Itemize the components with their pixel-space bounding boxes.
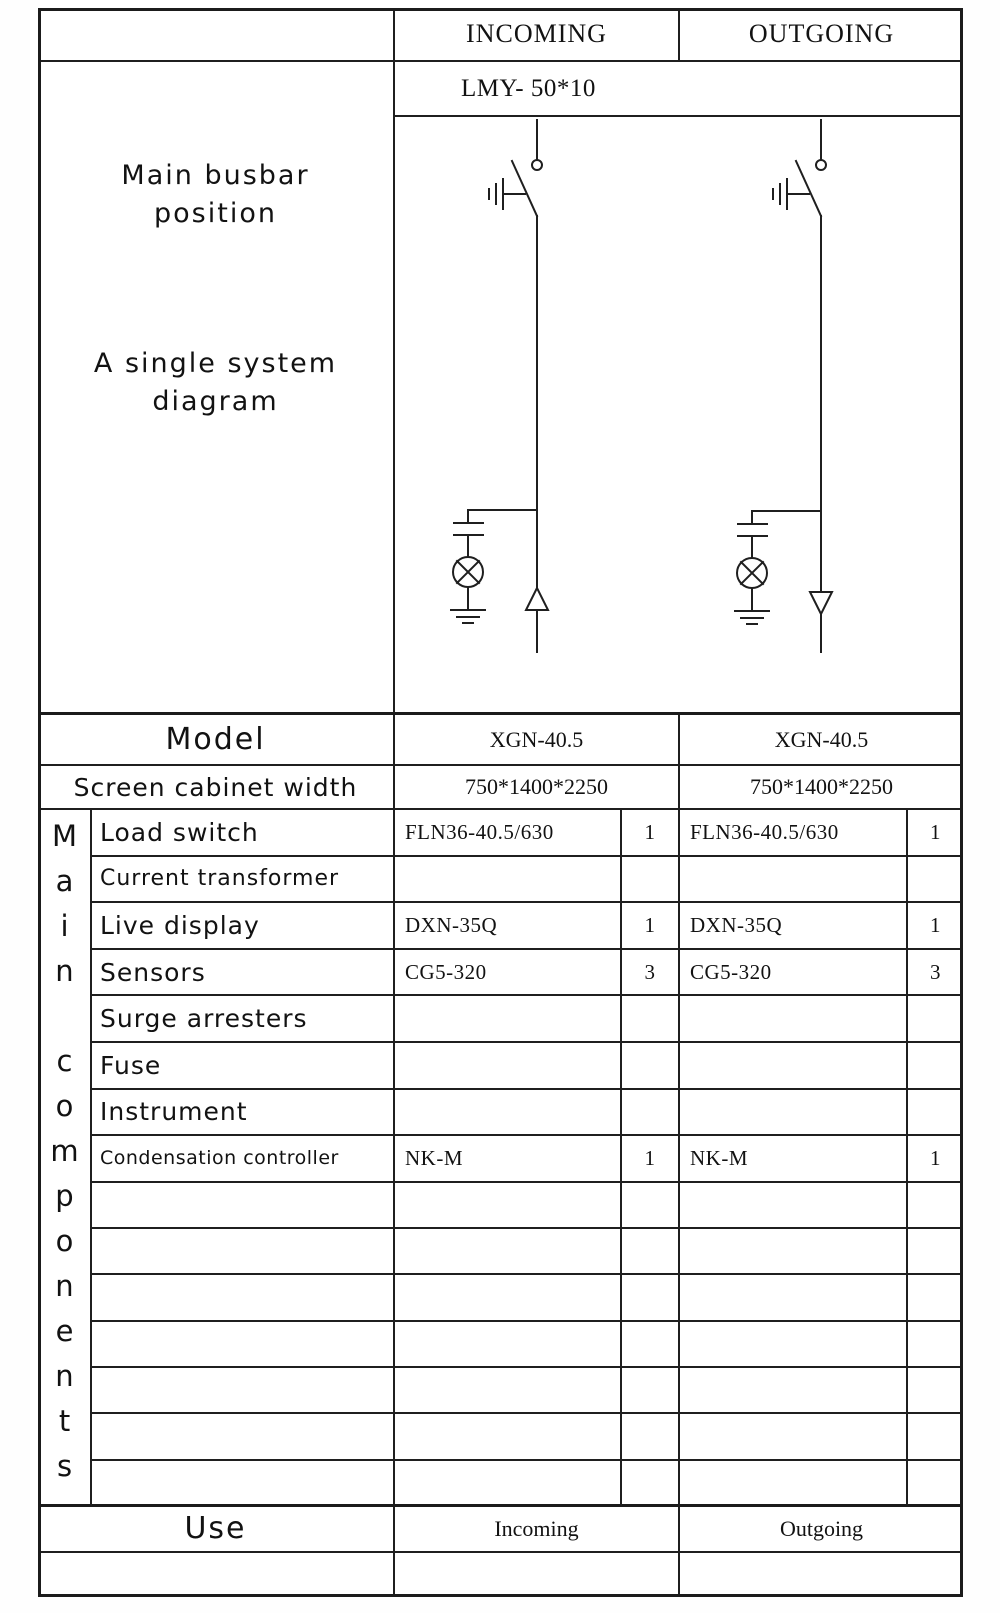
empty-row-cell: [622, 1461, 680, 1507]
use-incoming-value: Incoming: [395, 1507, 680, 1553]
component-incoming-qty: [622, 857, 680, 904]
empty-row-cell: [92, 1322, 395, 1368]
component-row-label: Live display: [92, 903, 395, 950]
empty-row-cell: [908, 1183, 963, 1229]
empty-row-cell: [908, 1461, 963, 1507]
bottom-empty-cell: [680, 1553, 963, 1597]
empty-row-cell: [680, 1229, 908, 1275]
empty-row-cell: [92, 1461, 395, 1507]
component-incoming-qty: 1: [622, 1136, 680, 1183]
single-line-diagram: [395, 117, 963, 715]
empty-row-cell: [395, 1368, 622, 1414]
empty-row-cell: [680, 1275, 908, 1321]
empty-row-cell: [622, 1275, 680, 1321]
main-busbar-position-label: Main busbar position: [121, 160, 310, 229]
empty-row-cell: [395, 1414, 622, 1460]
component-incoming-model: CG5-320: [395, 950, 622, 997]
component-outgoing-model: FLN36-40.5/630: [680, 810, 908, 857]
component-row-label: Sensors: [92, 950, 395, 997]
component-incoming-qty: 1: [622, 810, 680, 857]
component-row-label: Condensation controller: [92, 1136, 395, 1183]
use-outgoing-value: Outgoing: [680, 1507, 963, 1553]
component-outgoing-model: [680, 857, 908, 904]
earth-ground-icon: [451, 610, 485, 623]
component-incoming-model: [395, 857, 622, 904]
component-row-label: Fuse: [92, 1043, 395, 1090]
component-outgoing-qty: [908, 1090, 963, 1137]
component-row-label: Load switch: [92, 810, 395, 857]
empty-row-cell: [395, 1229, 622, 1275]
column-header-incoming: INCOMING: [395, 8, 680, 62]
component-outgoing-qty: [908, 996, 963, 1043]
component-incoming-model: DXN-35Q: [395, 903, 622, 950]
main-components-vertical-label: [38, 810, 92, 1507]
component-incoming-model: [395, 996, 622, 1043]
empty-row-cell: [680, 1322, 908, 1368]
empty-row-cell: [622, 1322, 680, 1368]
component-row-label: Current transformer: [92, 857, 395, 904]
busbar-spec-value: LMY- 50*10: [395, 62, 963, 117]
empty-row-cell: [622, 1368, 680, 1414]
bottom-empty-cell: [395, 1553, 680, 1597]
live-display-sensor-icon: [451, 510, 537, 623]
component-outgoing-qty: 3: [908, 950, 963, 997]
incoming-feeder-symbol: [451, 119, 548, 652]
incoming-arrow-up-icon: [526, 588, 548, 610]
model-incoming-value: XGN-40.5: [395, 715, 680, 766]
use-row-label: Use: [38, 1507, 395, 1553]
earthing-switch-icon: [489, 179, 525, 209]
cabinet-width-row-label: Screen cabinet width: [38, 766, 395, 810]
empty-row-cell: [680, 1368, 908, 1414]
empty-row-cell: [92, 1229, 395, 1275]
component-incoming-qty: [622, 996, 680, 1043]
column-header-outgoing: OUTGOING: [680, 8, 963, 62]
empty-row-cell: [908, 1368, 963, 1414]
contact-circle-icon: [532, 160, 542, 170]
earth-ground-icon: [735, 611, 769, 624]
component-incoming-model: NK-M: [395, 1136, 622, 1183]
contact-circle-icon: [816, 160, 826, 170]
empty-row-cell: [622, 1229, 680, 1275]
single-system-diagram-label: A single system diagram: [93, 348, 338, 417]
earthing-switch-icon: [773, 179, 809, 209]
component-incoming-qty: [622, 1043, 680, 1090]
component-incoming-qty: 3: [622, 950, 680, 997]
empty-row-cell: [908, 1275, 963, 1321]
component-outgoing-model: DXN-35Q: [680, 903, 908, 950]
empty-row-cell: [680, 1461, 908, 1507]
component-row-label: Instrument: [92, 1090, 395, 1137]
outgoing-arrow-down-icon: [810, 592, 832, 614]
component-outgoing-qty: [908, 857, 963, 904]
empty-row-cell: [395, 1461, 622, 1507]
model-outgoing-value: XGN-40.5: [680, 715, 963, 766]
corner-blank-cell: [38, 8, 395, 62]
live-display-sensor-icon: [735, 511, 821, 624]
component-outgoing-model: NK-M: [680, 1136, 908, 1183]
main-components-vertical-text: Main components: [47, 819, 82, 1495]
component-outgoing-qty: 1: [908, 810, 963, 857]
empty-row-cell: [92, 1414, 395, 1460]
component-outgoing-model: CG5-320: [680, 950, 908, 997]
empty-row-cell: [680, 1414, 908, 1460]
outgoing-feeder-symbol: [735, 119, 832, 652]
empty-row-cell: [395, 1322, 622, 1368]
component-outgoing-model: [680, 1043, 908, 1090]
component-row-label: Surge arresters: [92, 996, 395, 1043]
single-line-diagram-svg: [395, 119, 963, 711]
component-incoming-model: FLN36-40.5/630: [395, 810, 622, 857]
cabinet-width-outgoing-value: 750*1400*2250: [680, 766, 963, 810]
component-outgoing-qty: 1: [908, 1136, 963, 1183]
empty-row-cell: [622, 1414, 680, 1460]
left-panel: [38, 62, 395, 715]
component-outgoing-qty: [908, 1043, 963, 1090]
spec-sheet-table: [38, 8, 963, 1597]
model-row-label: Model: [38, 715, 395, 766]
component-outgoing-model: [680, 996, 908, 1043]
empty-row-cell: [680, 1183, 908, 1229]
empty-row-cell: [908, 1229, 963, 1275]
component-incoming-qty: 1: [622, 903, 680, 950]
empty-row-cell: [395, 1183, 622, 1229]
empty-row-cell: [908, 1322, 963, 1368]
empty-row-cell: [92, 1275, 395, 1321]
cabinet-width-incoming-value: 750*1400*2250: [395, 766, 680, 810]
empty-row-cell: [908, 1414, 963, 1460]
empty-row-cell: [92, 1368, 395, 1414]
component-incoming-qty: [622, 1090, 680, 1137]
bottom-empty-cell: [38, 1553, 395, 1597]
empty-row-cell: [395, 1275, 622, 1321]
component-outgoing-model: [680, 1090, 908, 1137]
empty-row-cell: [622, 1183, 680, 1229]
component-outgoing-qty: 1: [908, 903, 963, 950]
component-incoming-model: [395, 1043, 622, 1090]
empty-row-cell: [92, 1183, 395, 1229]
component-incoming-model: [395, 1090, 622, 1137]
